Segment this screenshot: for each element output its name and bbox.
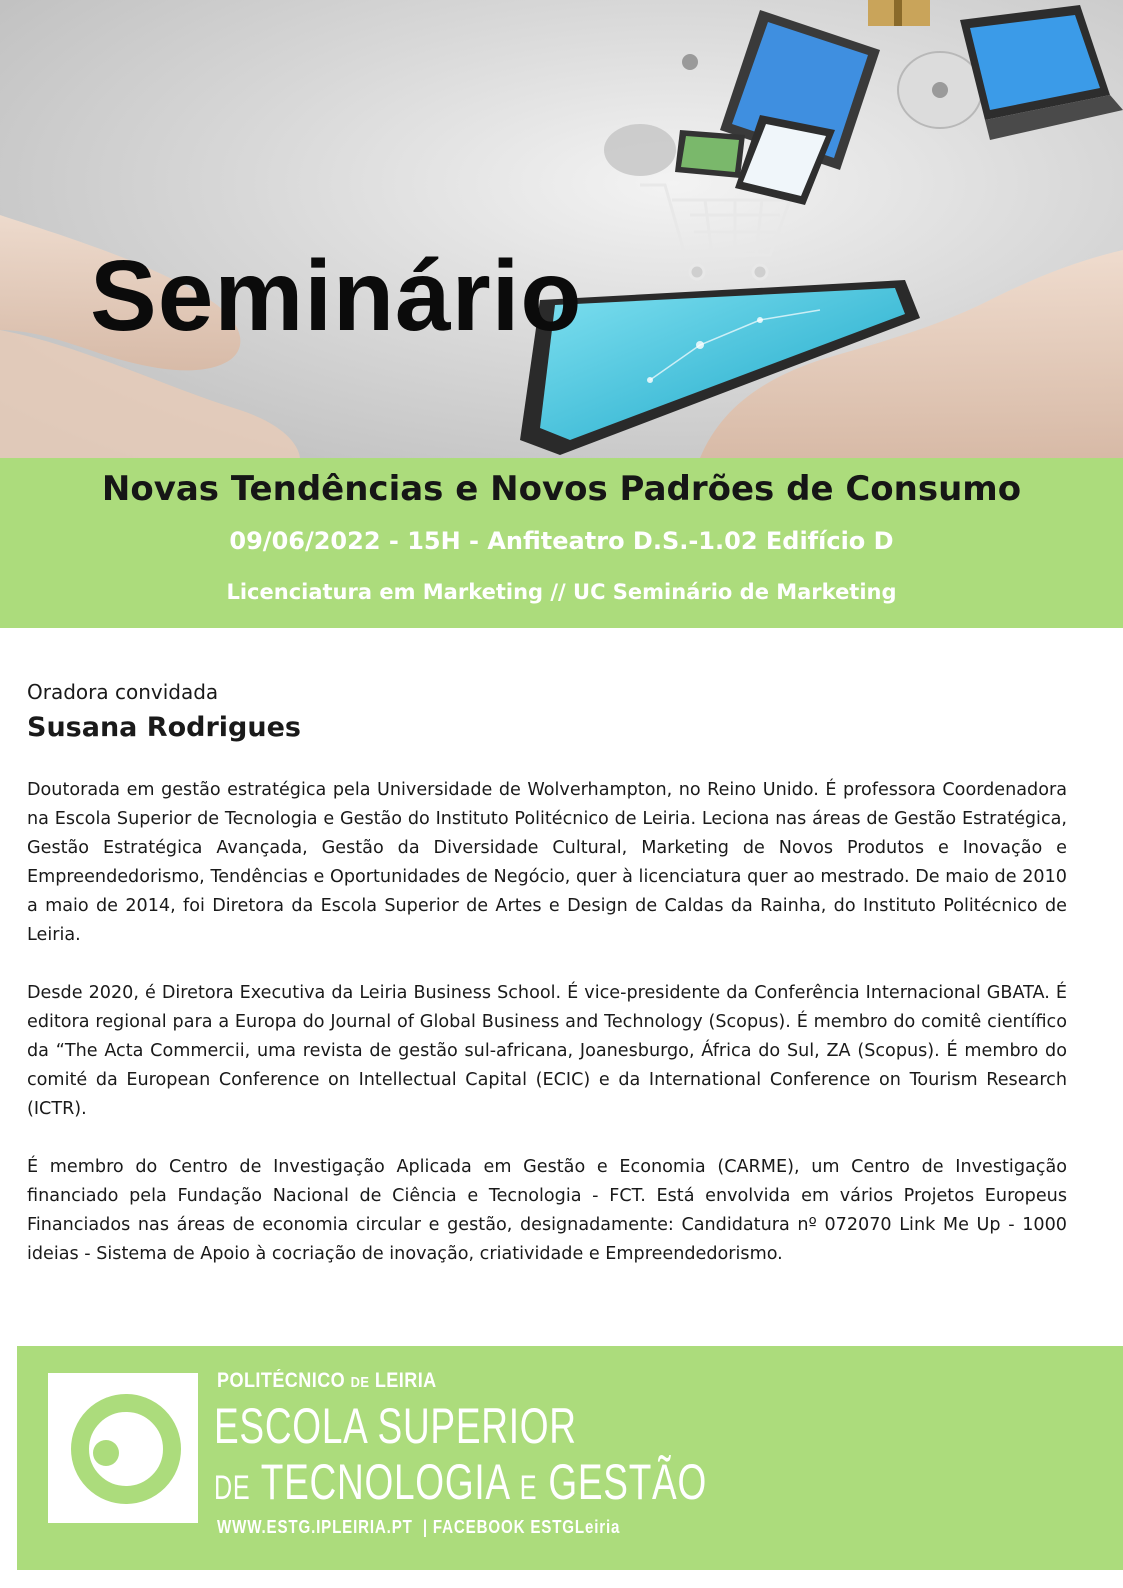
gift-box-icon	[868, 0, 930, 26]
event-course: Licenciatura em Marketing // UC Seminário de Marketing	[226, 580, 897, 604]
cd-icon	[604, 124, 676, 176]
institution-name: POLITÉCNICO DE LEIRIA	[217, 1369, 437, 1392]
speaker-role: Oradora convidada	[27, 680, 219, 704]
laptop-icon	[960, 5, 1123, 140]
footer-links	[217, 1516, 620, 1538]
footer-band	[17, 1346, 1123, 1570]
shopping-cart-icon	[640, 185, 790, 279]
disc-icon	[898, 52, 982, 128]
event-band	[0, 458, 1123, 628]
website-link[interactable]: WWW.ESTG.IPLEIRIA.PT	[217, 1517, 413, 1537]
facebook-link[interactable]: | FACEBOOK ESTGLeiria	[422, 1517, 621, 1537]
hero-illustration	[0, 0, 1123, 458]
hero-banner	[0, 0, 1123, 458]
estg-circle-logo-icon	[48, 1373, 198, 1523]
bio-paragraph-1: Doutorada em gestão estratégica pela Universidade de Wolverhampton, no Reino Unido. É professora Coordenadora na Escola Superior de Tecnologia e Gestão do Instituto Politécnico de Leiria. Leciona nas áreas de Gestão Estratégica, Gestão Estratégica Avançada, Gestão da Diversidade Cultural, Marketing de Novos Produtos e Inovação e Empreendedorismo, Tendências e Oportunidades de Negócio, quer à licenciatura quer ao mestrado. De maio de 2010 a maio de 2014, foi Diretora da Escola Superior de Artes e Design de Caldas da Rainha, do Instituto Politécnico de Leiria.	[27, 780, 1067, 945]
bio-paragraph-2: Desde 2020, é Diretora Executiva da Leiria Business School. É vice-presidente da Conferência Internacional GBATA. É editora regional para a Europa do Journal of Global Business and Technology (Scopus). É membro do comitê científico da “The Acta Commercii, uma revista de gestão sul-africana, Joanesburgo, África do Sul, ZA (Scopus). É membro do comité da European Conference on Intellectual Capital (ECIC) e da International Conference on Tourism Research (ICTR).	[27, 983, 1067, 1119]
event-title: Novas Tendências e Novos Padrões de Consumo	[101, 469, 1022, 509]
pin-icon	[682, 54, 698, 70]
speaker-bio	[27, 776, 1067, 1298]
school-name-line2: DE TECNOLOGIA E GESTÃO	[214, 1454, 707, 1510]
school-name-line1: ESCOLA SUPERIOR	[214, 1398, 577, 1454]
speaker-name: Susana Rodrigues	[27, 712, 301, 743]
bio-paragraph-3: É membro do Centro de Investigação Aplicada em Gestão e Economia (CARME), um Centro de Investigação financiado pela Fundação Nacional de Ciência e Tecnologia - FCT. Está envolvida em vários Projetos Europeus Financiados nas áreas de economia circular e gestão, designadamente: Candidatura nº 072070 Link Me Up - 1000 ideias - Sistema de Apoio à cocriação de inovação, criatividade e Empreendedorismo.	[27, 1157, 1067, 1264]
mini-tablet-icon	[675, 130, 745, 178]
event-datetime-location: 09/06/2022 - 15H - Anfiteatro D.S.-1.02 Edifício D	[229, 527, 894, 555]
hero-title: Seminário	[90, 240, 583, 352]
